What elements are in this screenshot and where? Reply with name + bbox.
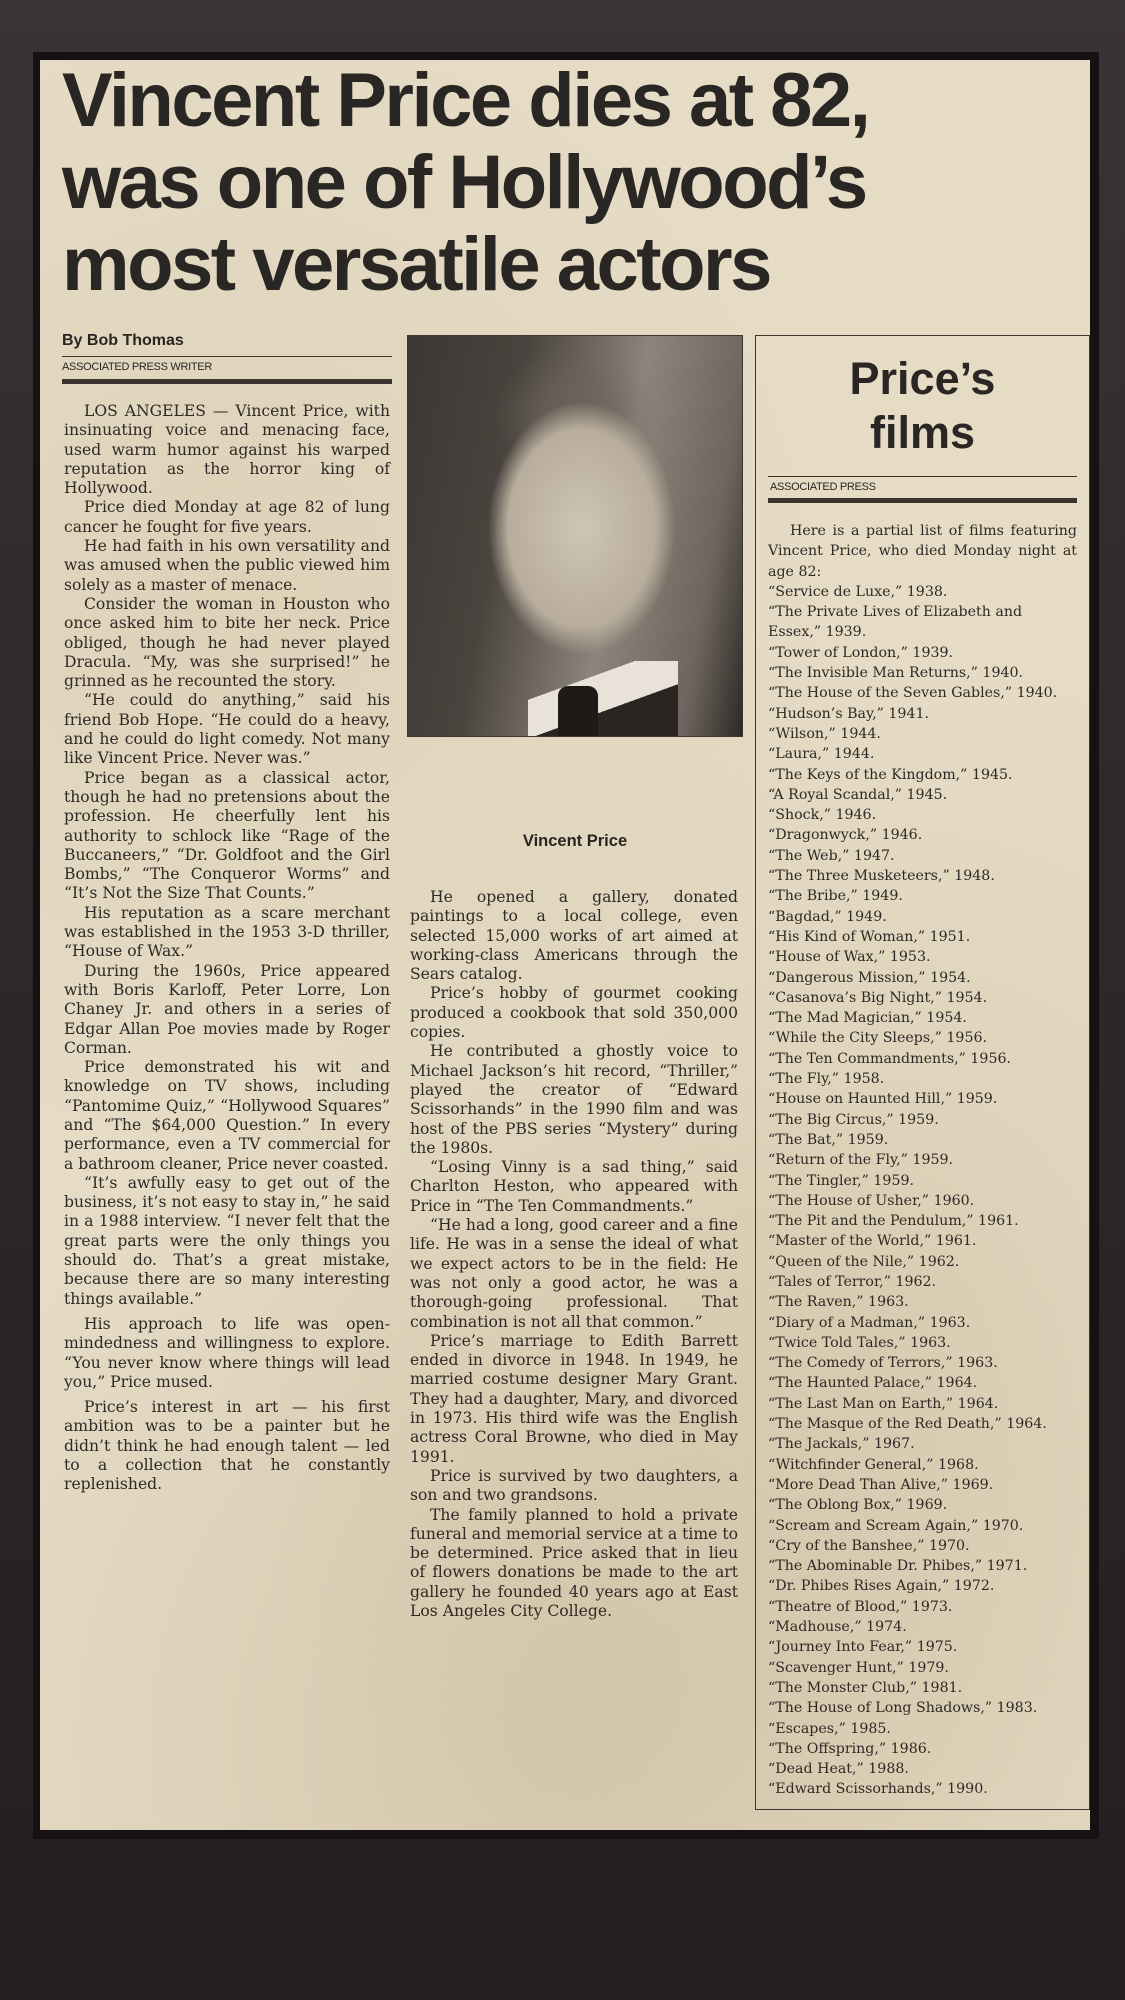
film-list-item: “While the City Sleeps,” 1956. <box>768 1030 988 1047</box>
film-list-item: “The Last Man on Earth,” 1964. <box>768 1395 999 1412</box>
sidebar-body <box>768 521 1077 1800</box>
film-list-item: “Return of the Fly,” 1959. <box>768 1152 954 1169</box>
film-list-item: “The Offspring,” 1986. <box>768 1740 932 1757</box>
film-list-item: “The Fly,” 1958. <box>768 1071 885 1088</box>
film-list-item: “The House of Usher,” 1960. <box>768 1192 975 1209</box>
film-list-item: “The Haunted Palace,” 1964. <box>768 1375 978 1392</box>
film-list-item: “The Big Circus,” 1959. <box>768 1111 939 1128</box>
paragraph: During the 1960s, Price appeared with Boris Karloff, Peter Lorre, Lon Chaney Jr. and others in a series of Edgar Allan Poe movies made by Roger Corman. <box>64 961 390 1057</box>
film-list-item: “The Monster Club,” 1981. <box>768 1679 963 1696</box>
sidebar-intro: Here is a partial list of films featuring Vincent Price, who died Monday night at age 82: <box>768 523 1077 580</box>
film-list-item: “Service de Luxe,” 1938. <box>768 583 948 600</box>
film-list-item: “The Raven,” 1963. <box>768 1294 909 1311</box>
photo-caption: Vincent Price <box>522 832 628 850</box>
film-list-item: “The Keys of the Kingdom,” 1945. <box>768 766 1013 783</box>
article-column-1 <box>64 402 390 1495</box>
paragraph: “He had a long, good career and a fine life. He was in a sense the ideal of what we expect actors to be in the field: He was not only a good actor, he was a thorough-going professional. That combination is not all that common.” <box>410 1216 738 1331</box>
film-list-item: “More Dead Than Alive,” 1969. <box>768 1476 994 1493</box>
film-list-item: “House of Wax,” 1953. <box>768 949 931 966</box>
sidebar-title-line-1: Price’s <box>849 353 996 404</box>
headline <box>62 60 1082 306</box>
paragraph: His reputation as a scare merchant was established in the 1953 3-D thriller, “House of Wax.” <box>64 903 390 961</box>
film-list-item: “The Bribe,” 1949. <box>768 888 903 905</box>
film-list-item: “The Oblong Box,” 1969. <box>768 1497 948 1514</box>
film-list-item: “The Mad Magician,” 1954. <box>768 1010 967 1027</box>
paragraph: Price is survived by two daughters, a son and two grandsons. <box>410 1466 738 1505</box>
sidebar-credit: ASSOCIATED PRESS <box>770 481 876 493</box>
paragraph: Price’s marriage to Edith Barrett ended in divorce in 1948. In 1949, he married costume designer Mary Grant. They had a daughter, Mary, and divorced in 1973. His third wife was the English actress Coral Browne, who died in May 1991. <box>410 1331 738 1466</box>
paragraph: He contributed a ghostly voice to Michael Jackson’s hit record, “Thriller,” played the creator of “Edward Scissorhands” in the 1990 film and was host of the PBS series “Mystery” during the 1980s. <box>410 1042 738 1157</box>
byline-rule-thin <box>62 356 392 357</box>
film-list-item: “Journey Into Fear,” 1975. <box>768 1639 958 1656</box>
byline-author: By Bob Thomas <box>62 332 184 349</box>
photo-tie <box>558 686 598 736</box>
paragraph: He had faith in his own versatility and was amused when the public viewed him solely as a master of menace. <box>64 537 390 594</box>
film-list-item: “Wilson,” 1944. <box>768 725 881 742</box>
headline-line-2: was one of Hollywood’s <box>62 140 866 225</box>
sidebar-title <box>756 352 1089 460</box>
photo-collar <box>528 661 678 736</box>
headline-line-1: Vincent Price dies at 82, <box>62 58 869 143</box>
paragraph: Price’s hobby of gourmet cooking produced a cookbook that sold 350,000 copies. <box>410 984 738 1042</box>
film-list-item: “Dragonwyck,” 1946. <box>768 827 923 844</box>
byline-role: ASSOCIATED PRESS WRITER <box>62 361 212 373</box>
paragraph: Price’s interest in art — his first ambition was to be a painter but he didn’t think he had enough talent — led to a collection that he constantly replenished. <box>64 1398 390 1494</box>
film-list-item: “The Pit and the Pendulum,” 1961. <box>768 1213 1019 1230</box>
paragraph: The family planned to hold a private funeral and memorial service at a time to be determined. Price asked that in lieu of flowers donations be made to the art gallery he founded 40 years ago at East Los Angeles City College. <box>410 1505 738 1620</box>
paragraph: His approach to life was open-mindedness and willingness to explore. “You never know where things will lead you,” Price mused. <box>64 1314 390 1391</box>
paragraph: “Losing Vinny is a sad thing,” said Charlton Heston, who appeared with Price in “The Ten Commandments.” <box>410 1158 738 1215</box>
paragraph: Price died Monday at age 82 of lung cancer he fought for five years. <box>64 498 390 536</box>
article-column-2 <box>410 888 738 1621</box>
film-list-item: “Tower of London,” 1939. <box>768 644 954 661</box>
film-list-item: “The Bat,” 1959. <box>768 1131 889 1148</box>
paragraph: Price began as a classical actor, though he had no pretensions about the profession. He cheerfully lent his authority to schlock like “Rage of the Buccaneers,” “Dr. Goldfoot and the Girl Bombs,” “The Conqueror Worms” and “It’s Not the Size That Counts.” <box>64 768 390 903</box>
film-list-item: “Queen of the Nile,” 1962. <box>768 1253 960 1270</box>
film-list-item: “House on Haunted Hill,” 1959. <box>768 1091 998 1108</box>
films-sidebar <box>755 335 1090 1810</box>
film-list-item: “Casanova’s Big Night,” 1954. <box>768 989 988 1006</box>
paragraph: Consider the woman in Houston who once asked him to bite her neck. Price obliged, though he had never played Dracula. “My, was she surprised!” he grinned as he recounted the story. <box>64 594 390 691</box>
film-list-item: “Scream and Scream Again,” 1970. <box>768 1517 1024 1534</box>
film-list-item: “Bagdad,” 1949. <box>768 908 887 925</box>
sidebar-title-line-2: films <box>869 407 976 458</box>
paragraph: He opened a gallery, donated paintings to a local college, even selected 15,000 works of art aimed at working-class Americans through the Sears catalog. <box>410 888 738 984</box>
film-list-item: “The Invisible Man Returns,” 1940. <box>768 665 1024 682</box>
film-list-item: “Dr. Phibes Rises Again,” 1972. <box>768 1578 995 1595</box>
film-list-item: “The Web,” 1947. <box>768 847 895 864</box>
film-list-item: “Hudson’s Bay,” 1941. <box>768 705 930 722</box>
film-list-item: “Edward Scissorhands,” 1990. <box>768 1781 988 1798</box>
film-list-item: “Madhouse,” 1974. <box>768 1619 907 1636</box>
film-list-item: “Theatre of Blood,” 1973. <box>768 1598 953 1615</box>
film-list-item: “The Abominable Dr. Phibes,” 1971. <box>768 1558 1028 1575</box>
film-list-item: “A Royal Scandal,” 1945. <box>768 786 948 803</box>
film-list-item: “Master of the World,” 1961. <box>768 1233 977 1250</box>
film-list-item: “Twice Told Tales,” 1963. <box>768 1334 951 1351</box>
film-list-item: “Shock,” 1946. <box>768 807 877 824</box>
film-list-item: “Witchfinder General,” 1968. <box>768 1456 979 1473</box>
sidebar-rule-thin <box>768 476 1077 477</box>
film-list-item: “The House of the Seven Gables,” 1940. <box>768 685 1058 702</box>
film-list-item: “The Masque of the Red Death,” 1964. <box>768 1416 1047 1433</box>
newspaper-clipping <box>40 60 1090 1830</box>
paragraph: “It’s awfully easy to get out of the business, it’s not easy to stay in,” he said in a 1988 interview. “I never felt that the great parts were the only things you should do. That’s a great mistake, because there are so many interesting things available.” <box>64 1173 390 1308</box>
sidebar-rule-thick <box>768 498 1077 503</box>
film-list <box>768 582 1077 1800</box>
film-list-item: “The Jackals,” 1967. <box>768 1436 915 1453</box>
film-list-item: “Tales of Terror,” 1962. <box>768 1273 937 1290</box>
film-list-item: “Cry of the Banshee,” 1970. <box>768 1537 970 1554</box>
film-list-item: “The Ten Commandments,” 1956. <box>768 1050 1012 1067</box>
portrait-photo <box>407 335 743 737</box>
film-list-item: “Scavenger Hunt,” 1979. <box>768 1659 949 1676</box>
film-list-item: “His Kind of Woman,” 1951. <box>768 928 971 945</box>
film-list-item: “The Private Lives of Elizabeth and Essex,” 1939. <box>768 604 1023 641</box>
film-list-item: “Dangerous Mission,” 1954. <box>768 969 971 986</box>
film-list-item: “Escapes,” 1985. <box>768 1720 891 1737</box>
film-list-item: “The Comedy of Terrors,” 1963. <box>768 1355 998 1372</box>
byline-rule-thick <box>62 379 392 384</box>
film-list-item: “Diary of a Madman,” 1963. <box>768 1314 971 1331</box>
byline-block <box>62 332 392 384</box>
headline-line-3: most versatile actors <box>62 222 770 307</box>
film-list-item: “The House of Long Shadows,” 1983. <box>768 1700 1038 1717</box>
paragraph: Price demonstrated his wit and knowledge on TV shows, including “Pantomime Quiz,” “Hollywood Squares” and “The $64,000 Question.” In every performance, even a TV commercial for a bathroom cleaner, Price never coasted. <box>64 1058 390 1173</box>
film-list-item: “The Tingler,” 1959. <box>768 1172 915 1189</box>
film-list-item: “Dead Heat,” 1988. <box>768 1761 909 1778</box>
film-list-item: “Laura,” 1944. <box>768 746 875 763</box>
film-list-item: “The Three Musketeers,” 1948. <box>768 868 995 885</box>
paragraph: “He could do anything,” said his friend Bob Hope. “He could do a heavy, and he could do light comedy. Not many like Vincent Price. Never was.” <box>64 691 390 768</box>
paragraph: LOS ANGELES — Vincent Price, with insinuating voice and menacing face, used warm humor against his warped reputation as the horror king of Hollywood. <box>64 402 390 498</box>
